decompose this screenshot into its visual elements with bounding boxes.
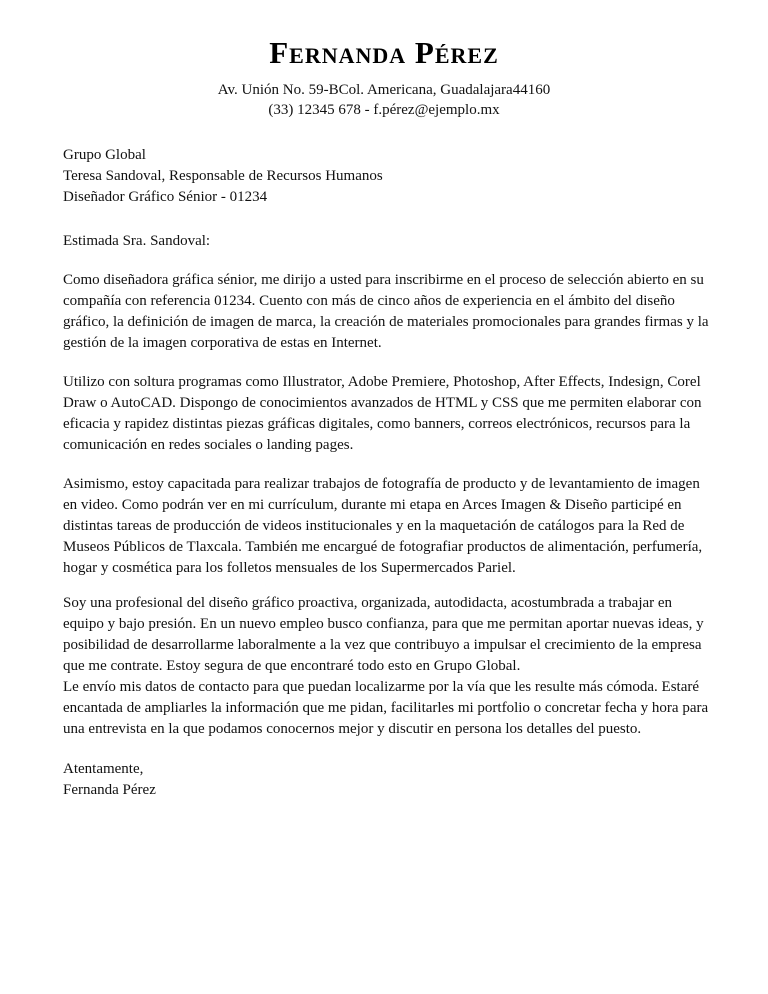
body-paragraph-5: Le envío mis datos de contacto para que puedan localizarme por la vía que les resulte más cómoda. Estaré encantada de ampliarles la información que me pidan, facilitarles mi portfolio o concretar fecha y hora para una entrevista en la que podamos conocernos mejor y discutir en persona los detalles del puesto. [63,679,709,737]
sender-address: Av. Unión No. 59-BCol. Americana, Guadalajara44160 [217,82,551,98]
recipient-position: Diseñador Gráfico Sénior - 01234 [63,189,268,205]
sender-phone-email: (33) 12345 678 - f.pérez@ejemplo.mx [268,102,500,118]
closing-block [63,759,713,801]
body-paragraph-1: Como diseñadora gráfica sénior, me dirijo a usted para inscribirme en el proceso de selección abierto en su compañía con referencia 01234. Cuento con más de cinco años de experiencia en el ámbito del diseño gráfico, la definición de imagen de marca, la creación de materiales promocionales para grandes firmas y la gestión de la imagen corporativa de estas en Internet. [63,272,709,351]
body-paragraph-2: Utilizo con soltura programas como Illustrator, Adobe Premiere, Photoshop, After Effects, Indesign, Corel Draw o AutoCAD. Dispongo de conocimientos avanzados de HTML y CSS que me permiten elaborar con eficacia y rapidez distintas piezas gráficas digitales, como banners, correos electrónicos, recursos para la comunicación en redes sociales o landing pages. [63,374,702,453]
sign-off: Atentamente, [63,761,144,777]
body-paragraph-4: Soy una profesional del diseño gráfico proactiva, organizada, autodidacta, acostumbrada a trabajar en equipo y bajo presión. En un nuevo empleo busco confianza, para que me permitan aportar nuevas ideas, y posibilidad de desarrollarme laboralmente a la vez que contribuyo a impulsar el crecimiento de la empresa que me contrate. Estoy segura de que encontraré todo esto en Grupo Global. [63,595,704,674]
recipient-block [63,145,713,208]
recipient-contact: Teresa Sandoval, Responsable de Recursos Humanos [63,168,383,184]
body-paragraph-3: Asimismo, estoy capacitada para realizar trabajos de fotografía de producto y de levantamiento de imagen en video. Como podrán ver en mi currículum, durante mi etapa en Arces Imagen & Diseño participé en distintas tareas de producción de videos institucionales y en la maquetación de catálogos para la Red de Museos Públicos de Tlaxcala. También me encargué de fotografiar productos de alimentación, perfumería, hogar y cosmética para los folletos mensuales de los Supermercados Pariel. [63,476,703,576]
signature-name: Fernanda Pérez [63,782,156,798]
salutation: Estimada Sra. Sandoval: [63,233,211,249]
sender-name: Fernanda Pérez [269,35,499,70]
recipient-company: Grupo Global [63,147,146,163]
